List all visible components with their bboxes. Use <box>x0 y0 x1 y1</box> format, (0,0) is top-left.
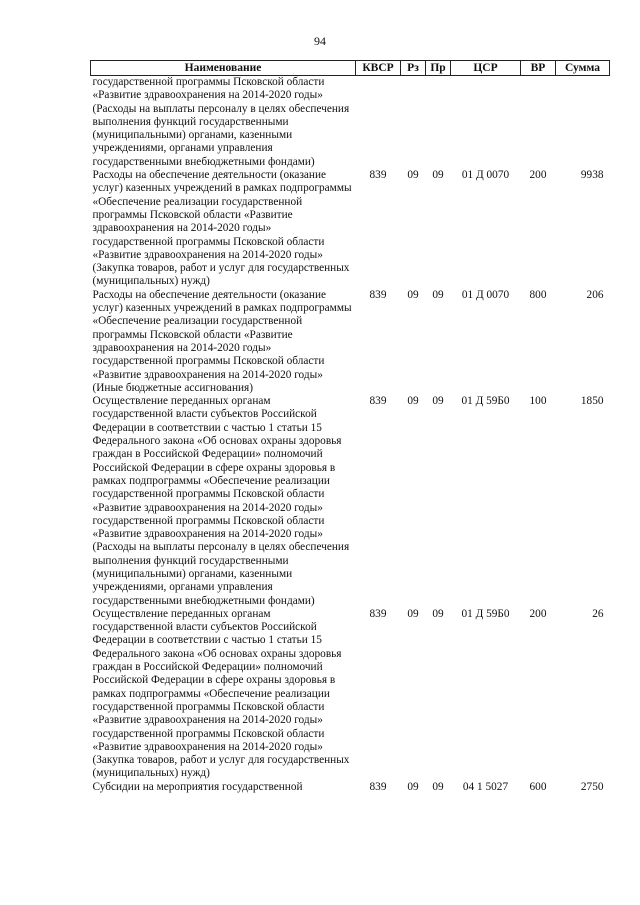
row-sum-cell: 1850 <box>580 395 604 408</box>
row-sum-cell: 26 <box>592 607 604 620</box>
row-kvsr-cell: 839 <box>369 607 387 620</box>
row-csr-cell: 04 1 5027 <box>462 780 509 793</box>
table-row <box>91 169 610 289</box>
row-sum-cell: 9938 <box>580 169 604 182</box>
header-rz: Рз <box>401 61 426 76</box>
row-vr-cell: 800 <box>529 288 547 301</box>
table-row <box>91 395 610 608</box>
row-csr-cell: 01 Д 0070 <box>461 169 510 182</box>
row-vr-cell: 200 <box>529 607 547 620</box>
row-name-cell: Осуществление переданных органам государственной власти субъектов Российской Федерации в соответствии с частью 1 статьи 15 Федерального закона «Об основах охраны здоровья граждан в Российской Федерации» полномочий Российской Федерации в сфере охраны здоровья в рамках подпрограммы «Обеспечение реализации государственной программы Псковской области «Развитие здравоохранения на 2014-2020 годы» государственной программы Псковской области «Развитие здравоохранения на 2014-2020 годы» (Расходы на выплаты персоналу в целях обеспечения выполнения функций государственными (муниципальными) органами, казенными учреждениями, органами управления государственными внебюджетными фондами) <box>92 395 350 607</box>
header-vr: ВР <box>521 61 556 76</box>
row-pr-cell: 09 <box>432 288 444 301</box>
row-name-cell: Расходы на обеспечение деятельности (оказание услуг) казенных учреждений в рамках подпрограммы «Обеспечение реализации государственной программы Псковской области «Развитие здравоохранения на 2014-2020 годы» государственной программы Псковской области «Развитие здравоохранения на 2014-2020 годы» (Закупка товаров, работ и услуг для государственных (муниципальных) нужд) <box>92 169 352 288</box>
row-csr-cell: 01 Д 0070 <box>461 288 510 301</box>
header-name: Наименование <box>91 61 356 76</box>
row-sum-cell: 206 <box>586 288 604 301</box>
row-rz-cell: 09 <box>407 607 419 620</box>
row-rz-cell: 09 <box>407 395 419 408</box>
table-row <box>91 289 610 395</box>
row-sum-cell: 2750 <box>580 780 604 793</box>
row-pr-cell: 09 <box>432 395 444 408</box>
header-sum: Сумма <box>556 61 610 76</box>
row-vr-cell: 200 <box>529 169 547 182</box>
row-name-cell: Осуществление переданных органам государственной власти субъектов Российской Федерации в соответствии с частью 1 статьи 15 Федерального закона «Об основах охраны здоровья граждан в Российской Федерации» полномочий Российской Федерации в сфере охраны здоровья в рамках подпрограммы «Обеспечение реализации государственной программы Псковской области «Развитие здравоохранения на 2014-2020 годы» государственной программы Псковской области «Развитие здравоохранения на 2014-2020 годы» (Закупка товаров, работ и услуг для государственных (муниципальных) нужд) <box>92 607 350 780</box>
table-header-row <box>91 61 610 76</box>
budget-table <box>90 60 610 794</box>
row-vr-cell: 600 <box>529 780 547 793</box>
row-pr-cell: 09 <box>432 169 444 182</box>
row-kvsr-cell: 839 <box>369 395 387 408</box>
row-vr-cell: 100 <box>529 395 547 408</box>
row-csr-cell: 01 Д 59Б0 <box>461 395 510 408</box>
header-kvsr: КВСР <box>356 61 401 76</box>
row-name-cell: государственной программы Псковской области «Развитие здравоохранения на 2014-2020 годы» (Расходы на выплаты персоналу в целях обеспечения выполнения функций государственными (муниципальными) органами, казенными учреждениями, органами управления государственными внебюджетными фондами) <box>92 76 350 168</box>
row-name-cell: Расходы на обеспечение деятельности (оказание услуг) казенных учреждений в рамках подпрограммы «Обеспечение реализации государственной программы Псковской области «Развитие здравоохранения на 2014-2020 годы» государственной программы Псковской области «Развитие здравоохранения на 2014-2020 годы» (Иные бюджетные ассигнования) <box>92 288 352 394</box>
header-csr: ЦСР <box>451 61 521 76</box>
page-number: 94 <box>314 34 326 48</box>
row-kvsr-cell: 839 <box>369 780 387 793</box>
row-rz-cell: 09 <box>407 169 419 182</box>
row-rz-cell: 09 <box>407 288 419 301</box>
header-pr: Пр <box>426 61 451 76</box>
table-row-continuation <box>91 76 610 170</box>
row-csr-cell: 01 Д 59Б0 <box>461 607 510 620</box>
table-row <box>91 781 610 794</box>
row-pr-cell: 09 <box>432 780 444 793</box>
row-kvsr-cell: 839 <box>369 288 387 301</box>
table-row <box>91 608 610 781</box>
row-rz-cell: 09 <box>407 780 419 793</box>
row-name-cell: Субсидии на мероприятия государственной <box>92 780 303 793</box>
row-pr-cell: 09 <box>432 607 444 620</box>
row-kvsr-cell: 839 <box>369 169 387 182</box>
